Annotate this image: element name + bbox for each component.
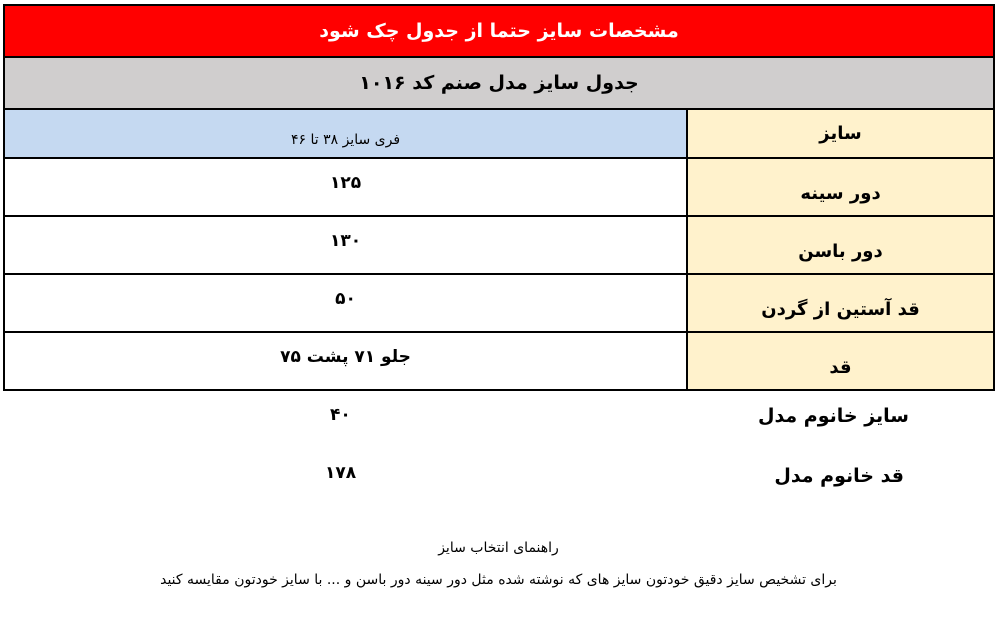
row-label: سایز (686, 110, 995, 157)
row-value: ۵۰ (3, 275, 686, 331)
notice-banner (3, 4, 995, 58)
row-label: قد (686, 333, 995, 389)
table-row-length (3, 333, 995, 391)
notice-text: مشخصات سایز حتما از جدول چک شود (319, 20, 679, 42)
table-row-size (3, 110, 995, 159)
size-table (3, 4, 995, 391)
table-title-bar (3, 58, 995, 110)
size-guide-text: برای تشخیص سایز دقیق خودتون سایز های که نوشته شده مثل دور سینه دور باسن و ... با سایز خودتون مقایسه کنید (160, 572, 837, 588)
model-size-value: ۴۰ (330, 405, 351, 425)
row-value: ۱۳۰ (3, 217, 686, 273)
row-value: جلو ۷۱ پشت ۷۵ (3, 333, 686, 389)
model-height-value: ۱۷۸ (325, 463, 357, 483)
row-value: فری سایز ۳۸ تا ۴۶ (3, 110, 686, 157)
table-row-hip (3, 217, 995, 275)
row-label: قد آستین از گردن (686, 275, 995, 331)
table-row-sleeve (3, 275, 995, 333)
size-guide-title: راهنمای انتخاب سایز (438, 540, 559, 556)
row-label: دور باسن (686, 217, 995, 273)
table-row-chest (3, 159, 995, 217)
table-title: جدول سایز مدل صنم کد ۱۰۱۶ (359, 72, 639, 94)
row-label: دور سینه (686, 159, 995, 215)
row-value: ۱۲۵ (3, 159, 686, 215)
model-height-label: قد خانوم مدل (774, 465, 904, 487)
model-size-label: سایز خانوم مدل (757, 405, 909, 427)
